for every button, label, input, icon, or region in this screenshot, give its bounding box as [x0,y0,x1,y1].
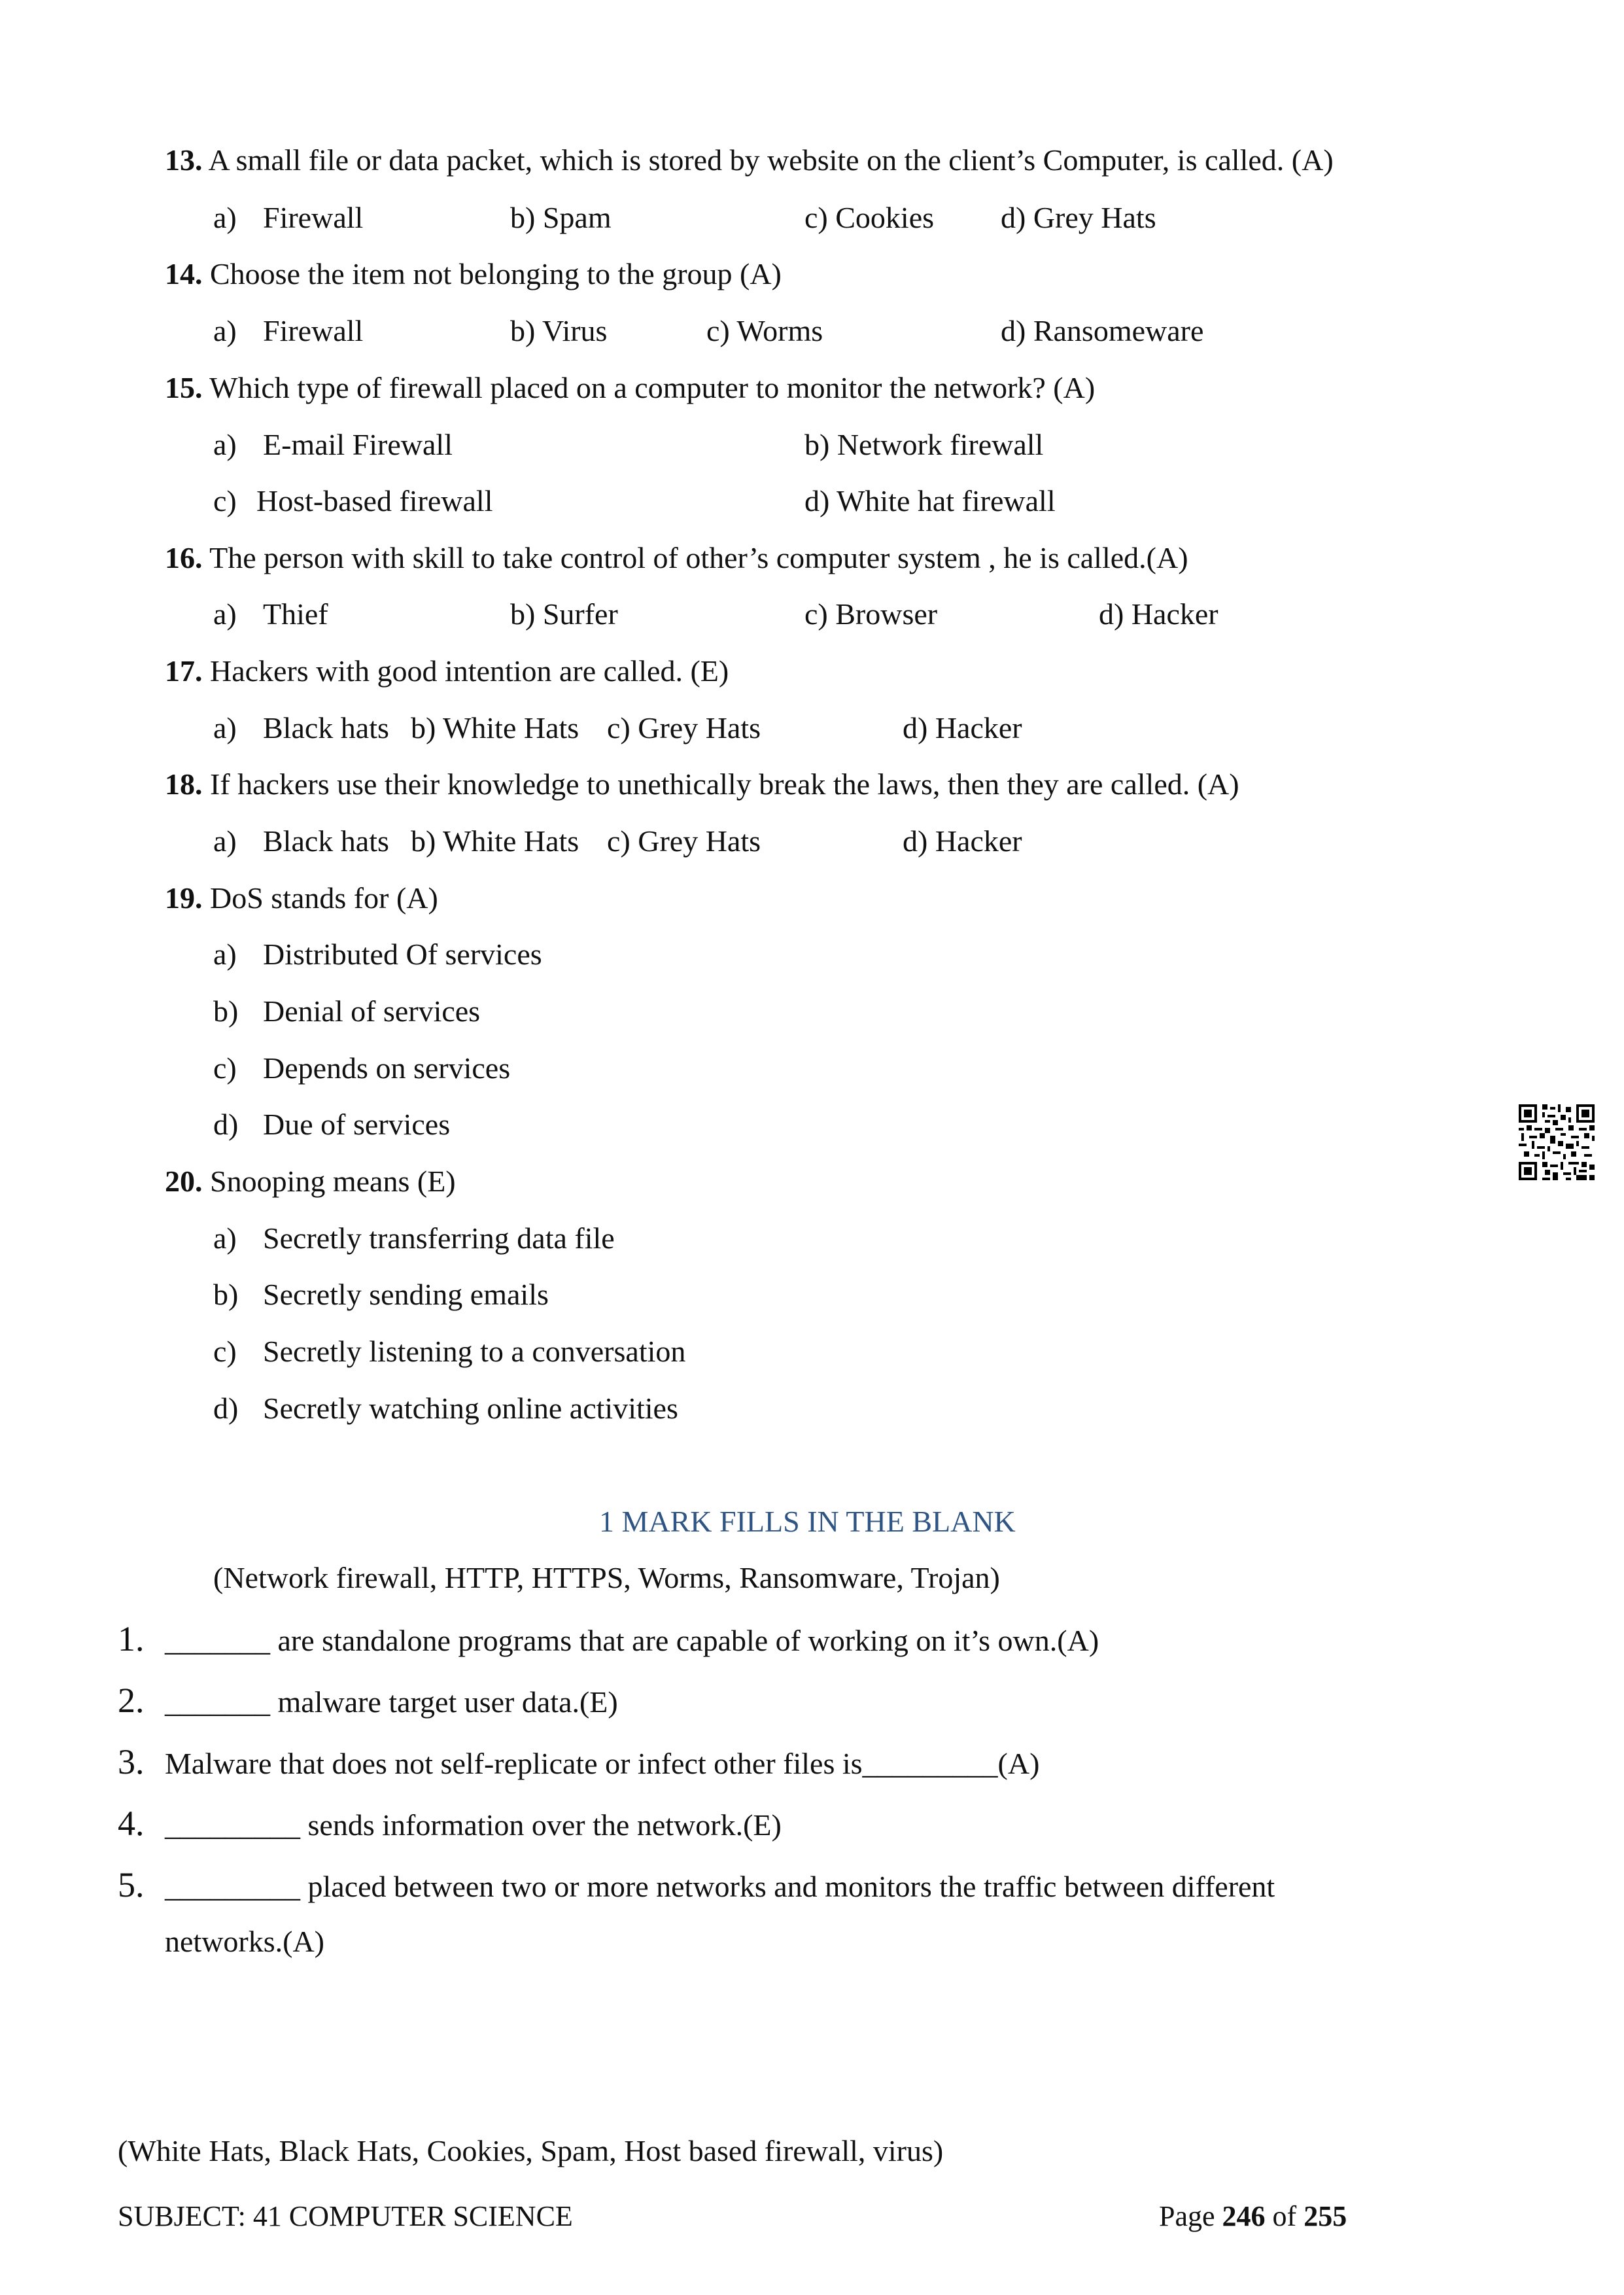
fill-blank-item [118,1806,782,1841]
item-text: _________ sends information over the network.(E) [165,1808,782,1842]
question-16 [165,543,1188,573]
item-text: _______ malware target user data.(E) [165,1685,618,1719]
fill-blank-item [118,1744,1039,1779]
option-b: b) White Hats [411,711,579,745]
question-18 [165,769,1239,799]
item-text: _________ placed between two or more networks and monitors the traffic between different [165,1870,1275,1903]
fill-blank-continuation [118,1927,324,1957]
option-a: a) Distributed Of services [213,937,542,971]
option-d: d) Hacker [903,711,1022,745]
option-a: a) Firewall [213,201,364,234]
question-20 [165,1166,456,1197]
option-c: c) Grey Hats [607,824,761,858]
option-c: c) Host-based firewall [213,484,493,517]
section-heading: 1 MARK FILLS IN THE BLANK [599,1505,1016,1538]
question-number: 19. [165,881,203,915]
question-14 [165,259,782,289]
option-d: d) White hat firewall [804,484,1056,517]
option-a: a) Firewall [213,314,364,347]
option-a: a) Black hats [213,711,389,745]
question-number: 15. [165,371,203,404]
item-number: 4. [118,1804,145,1843]
question-number: 17. [165,654,203,688]
question-text: Choose the item not belonging to the group (A) [202,257,782,290]
question-text: The person with skill to take control of other’s computer system , he is called.(A) [202,541,1188,574]
option-d: d) Hacker [1099,597,1218,631]
footer-subject: SUBJECT: 41 COMPUTER SCIENCE [118,2200,573,2232]
question-17 [165,656,729,686]
question-19 [165,883,438,913]
option-a: a) Thief [213,597,328,631]
option-c: c) Secretly listening to a conversation [213,1335,686,1368]
option-a: a) Black hats [213,824,389,858]
option-b: b) Spam [510,201,612,234]
option-b: b) Surfer [510,597,618,631]
option-d: d) Secretly watching online activities [213,1392,678,1425]
question-text: A small file or data packet, which is stored by website on the client’s Computer, is called. (A) [202,143,1334,177]
option-c: c) Grey Hats [607,711,761,745]
item-number: 3. [118,1742,145,1781]
option-d: d) Ransomeware [1001,314,1204,347]
question-text: Snooping means (E) [202,1165,456,1198]
question-text: Hackers with good intention are called. (E) [202,654,729,688]
option-c: c) Browser [804,597,938,631]
option-b: b) Secretly sending emails [213,1278,549,1311]
fill-blank-item [118,1867,1275,1902]
question-13 [165,145,1334,175]
question-text: Which type of firewall placed on a computer to monitor the network? (A) [202,371,1096,404]
option-c: c) Worms [706,314,823,347]
option-b: b) White Hats [411,824,579,858]
item-number: 2. [118,1681,145,1720]
question-number: 20. [165,1165,203,1198]
question-number: 18. [165,767,203,801]
footer-page-number: Page 246 of 255 [1159,2200,1347,2232]
option-b: b) Virus [510,314,608,347]
item-number: 5. [118,1865,145,1904]
option-b: b) Network firewall [804,428,1044,461]
word-bank: (Network firewall, HTTP, HTTPS, Worms, Ransomware, Trojan) [213,1561,1000,1594]
word-bank-2: (White Hats, Black Hats, Cookies, Spam, Host based firewall, virus) [118,2134,944,2167]
option-c: c) Depends on services [213,1051,511,1085]
option-c: c) Cookies [804,201,935,234]
item-text: networks.(A) [165,1925,324,1958]
option-d: d) Grey Hats [1001,201,1156,234]
option-d: d) Due of services [213,1108,451,1141]
option-d: d) Hacker [903,824,1022,858]
fill-blank-item [118,1621,1099,1656]
question-text: If hackers use their knowledge to unethically break the laws, then they are called. (A) [202,767,1239,801]
option-a: a) Secretly transferring data file [213,1221,615,1255]
question-15 [165,373,1095,403]
question-number: 16. [165,541,203,574]
item-number: 1. [118,1619,145,1658]
question-number: 13. [165,143,203,177]
item-text: Malware that does not self-replicate or infect other files is_________(A) [165,1747,1040,1780]
qr-code-icon [1519,1104,1595,1180]
question-text: DoS stands for (A) [202,881,438,915]
question-number: 14. [165,257,203,290]
option-b: b) Denial of services [213,994,481,1028]
option-a: a) E-mail Firewall [213,428,453,461]
fill-blank-item [118,1683,618,1718]
item-text: _______ are standalone programs that are capable of working on it’s own.(A) [165,1624,1099,1657]
